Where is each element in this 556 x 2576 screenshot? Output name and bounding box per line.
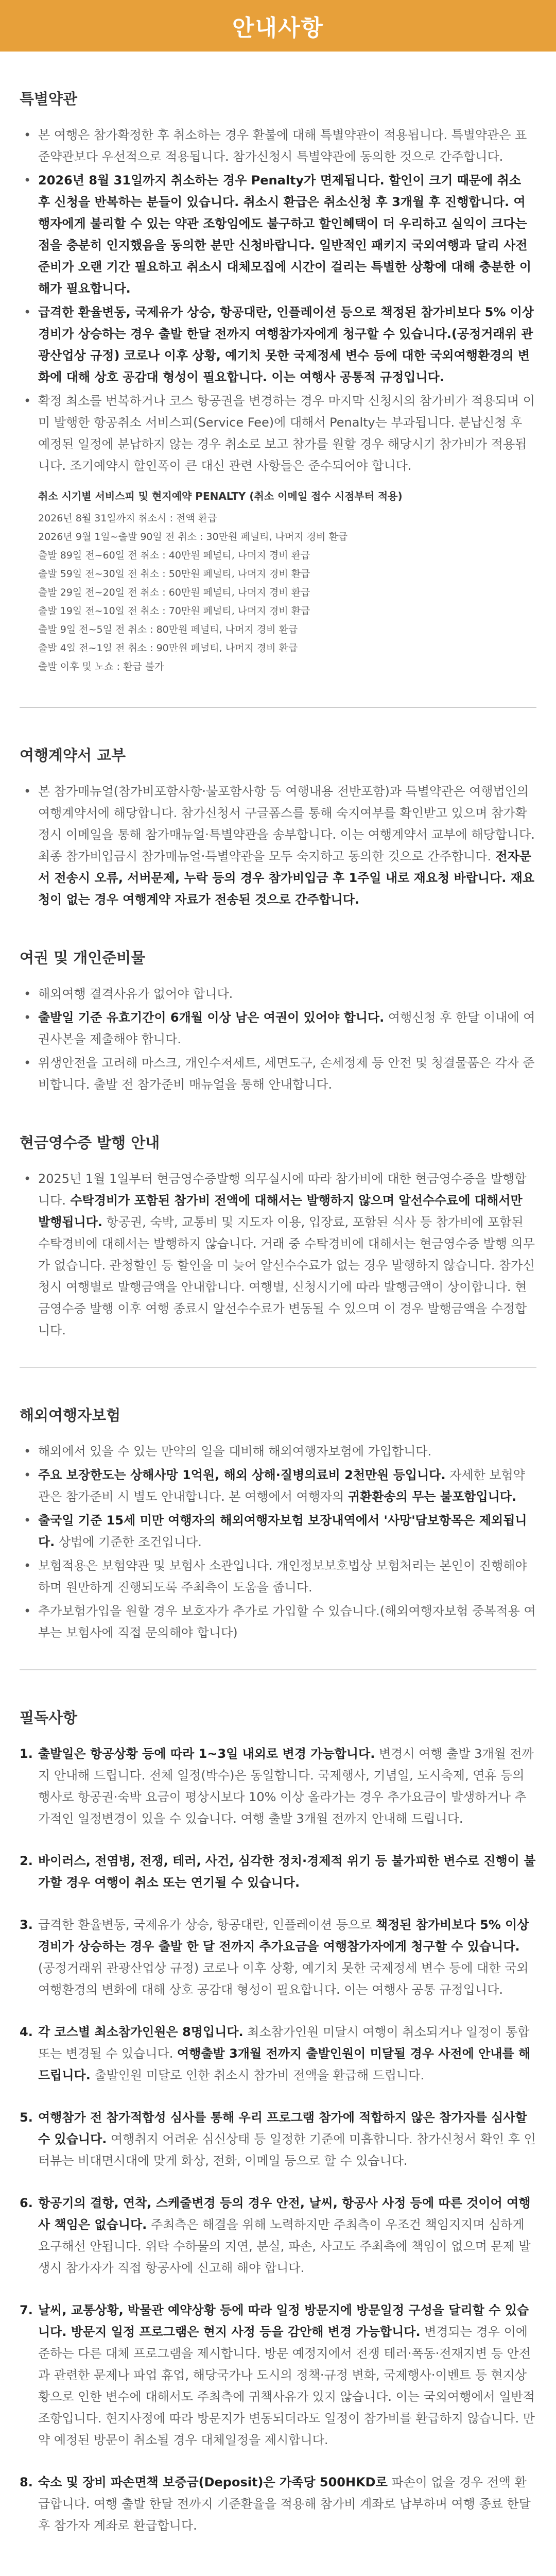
section-title-must-read: 필독사항 (20, 1709, 78, 1726)
special-terms-list (20, 124, 536, 477)
numbered-item (20, 2471, 536, 2536)
emphasis-text: 출발일 기준 유효기간이 6개월 이상 남은 여권이 있어야 합니다. (38, 1010, 385, 1025)
body-text: 2025년 1월 1일부터 현금영수증발행 의무실시에 따라 참가비에 대한 현금영수증을 발행합니다. (38, 1172, 527, 1208)
penalty-title: 취소 시기별 서비스피 및 현지예약 PENALTY (취소 이메일 접수 시점부터 적용) (38, 490, 403, 502)
body-text: 상법에 기준한 조건입니다. (55, 1535, 202, 1549)
passport-section (20, 946, 536, 1095)
body-text: 파손이 없을 경우 전액 환급합니다. 여행 출발 한달 전까지 기준환율을 적용해 참가비 계좌로 납부하며 여행 종료 한달 후 참가자 계좌로 환급합니다. (38, 2475, 531, 2533)
body-text: 항공권, 숙박, 교통비 및 지도자 이용, 입장료, 포함된 식사 등 참가비에 포함된 수탁경비에 대해서는 발행하지 않습니다. 거래 중 수탁경비에 대해서는 현금영수증 발행 의무가 없습니다. 관청할인 등 할인을 미 늦어 알선수수료가 없는 경우 발행하지 않습니다. 참가신청시 여행별로 발행금액을 안내합니다. 여행별, 신청시기에 따라 발행금액이 상이합니다. 현금영수증 발행 이후 여행 종료시 알선수수료가 변동될 수 있으며 이 경우 발행금액을 수정합니다. (38, 1215, 535, 1337)
body-text: 급격한 환율변동, 국제유가 상승, 항공대란, 인플레이션 등으로 (38, 1918, 376, 1932)
penalty-line: 출발 89일 전~60일 전 취소 : 40만원 페널티, 나머지 경비 환급 (38, 550, 310, 561)
body-text: (공정거래위 관광산업상 규정) 코로나 이후 상황, 예기치 못한 국제정세 변수 등에 대한 국외여행환경의 변화에 대해 상호 공감대 형성이 필요합니다. 이는 여행사 공통 규정입니다. (38, 1961, 529, 1997)
item-number: 6. (20, 2196, 33, 2210)
special-terms-section (20, 88, 536, 676)
insurance-list (20, 1440, 536, 1643)
list-item (20, 301, 536, 388)
emphasis-text: 2026년 8월 31일까지 취소하는 경우 Penalty가 면제됩니다. 할인이 크기 때문에 취소 후 신청을 반복하는 분들이 있습니다. 취소시 환급은 취소신청 후 3개월 후 진행합니다. (38, 173, 522, 209)
emphasis-text: 귀환환송의 무는 불포함입니다. (348, 1489, 517, 1504)
item-number: 1. (20, 1747, 33, 1761)
section-title-special-terms: 특별약관 (20, 90, 78, 108)
penalty-line: 출발 이후 및 노쇼 : 환급 불가 (38, 661, 164, 672)
numbered-item (20, 1743, 536, 1829)
emphasis-text: 숙소 및 장비 파손면책 보증금(Deposit)은 가족당 500HKD로 (38, 2475, 388, 2489)
list-item (20, 1007, 536, 1050)
notice-banner (0, 0, 556, 52)
penalty-line: 2026년 9월 1일~출발 90일 전 취소 : 30만원 페널티, 나머지 경비 환급 (38, 531, 348, 543)
numbered-item (20, 2192, 536, 2279)
penalty-line: 2026년 8월 31일까지 취소시 : 전액 환급 (38, 513, 217, 524)
body-text: 여행취지 어려운 심신상태 등 일정한 기준에 미흡합니다. 참가신청서 확인 후 인터뷰는 비대면시대에 맞게 화상, 전화, 이메일 등으로 할 수 있습니다. (38, 2132, 536, 2168)
penalty-lines (38, 509, 536, 676)
body-text: 해외여행 결격사유가 없어야 합니다. (38, 987, 233, 1001)
list-item (20, 1464, 536, 1507)
body-text: 확정 최소를 번복하거나 코스 항공권을 변경하는 경우 마지막 신청시의 참가비가 적용되며 이미 발행한 항공취소 서비스피(Service Fee)에 대해서 Penalty는 부과됩니다. 분납신청 후 예정된 일정에 분납하지 않는 경우 취소로 보고 참가를 원할 경우 해당시기 참가비가 적용됩니다. 조기예약시 할인폭이 큰 대신 관련 사항들은 준수되어야 합니다. (38, 394, 535, 473)
body-text: 주최측은 해결을 위해 노력하지만 주최측이 우조건 책임지지며 심하게 요구해선 안됩니다. 위탁 수하물의 지연, 분실, 파손, 사고도 주최측에 책임이 없으며 문제 발생시 참가자가 직접 항공사에 신고해 해야 합니다. (38, 2217, 531, 2275)
list-item (20, 781, 536, 910)
body-text: 변경시 여행 출발 3개월 전까지 안내해 드립니다. 전체 일정(박수)은 동일합니다. 국제행사, 기념일, 도시축제, 연휴 등의 행사로 항공권·숙박 요금이 평상시보다 10% 이상 올라가는 경우 추가요금이 발생하거나 추가적인 일정변경이 있을 수 있습니다. 여행 출발 3개월 전까지 안내해 드립니다. (38, 1747, 534, 1826)
emphasis-text: 출국일 기준 15세 미만 여행자의 해외여행자보험 보장내역에서 '사망'담보항목은 제외됩니다. (38, 1513, 527, 1549)
item-number: 5. (20, 2110, 33, 2125)
emphasis-text: 급격한 환율변동, 국제유가 상승, 항공대란, 인플레이션 등으로 책정된 참가비보다 5% 이상 경비가 상승하는 경우 출발 한달 전까지 여행참가자에게 청구할 수 있습니다. (38, 305, 534, 341)
penalty-line: 출발 19일 전~10일 전 취소 : 70만원 페널티, 나머지 경비 환급 (38, 605, 310, 617)
banner-title: 안내사항 (232, 15, 324, 41)
penalty-schedule (38, 488, 536, 676)
numbered-item (20, 1914, 536, 2001)
penalty-line: 출발 29일 전~20일 전 취소 : 60만원 페널티, 나머지 경비 환급 (38, 587, 310, 598)
list-item (20, 1440, 536, 1462)
emphasis-text: 날씨, 교통상황, 박물관 예약상황 등에 따라 일정 방문지에 방문일정 구성을 달리할 수 있습니다. 방문지 일정 프로그램은 현지 사정 등을 감안해 변경 가능합니다. (38, 2303, 529, 2339)
emphasis-text: 출발일은 항공상황 등에 따라 1~3일 내외로 변경 가능합니다. (38, 1747, 375, 1761)
emphasis-text: (공정거래위 관광산업상 규정) 코로나 이후 상황, 예기치 못한 국제정세 변수 등에 대한 국외여행환경의 변화에 대해 상호 공감대 형성이 필요합니다. 이는 여행사 공통적 규정입니다. (38, 327, 533, 384)
section-divider (20, 707, 536, 708)
penalty-line: 출발 9일 전~5일 전 취소 : 80만원 페널티, 나머지 경비 환급 (38, 624, 298, 635)
receipt-section (20, 1131, 536, 1341)
emphasis-text: 항공기의 결항, 연착, 스케줄변경 등의 경우 안전, 날씨, 항공사 사정 등에 따른 것이어 여행사 책임은 없습니다. (38, 2196, 531, 2232)
receipt-list (20, 1168, 536, 1341)
section-title-insurance: 해외여행자보험 (20, 1406, 121, 1424)
section-title-receipt: 현금영수증 발행 안내 (20, 1134, 160, 1151)
numbered-item (20, 2021, 536, 2086)
body-text: 변경되는 경우 이에 준하는 다른 대체 프로그램을 제시합니다. 방문 예정지에서 전쟁 테러·폭동·전재지변 등 안전과 관련한 문제나 파업 휴업, 해당국가나 도시의 정책·규정 변화, 국제행사·이벤트 등 현지상황으로 인한 변수에 대해서도 주최측에 귀책사유가 있지 않습니다. 이는 국외여행에서 일반적 조항입니다. 현지사정에 따라 방문지가 변동되더라도 일정이 참가비를 환급하지 않습니다. 만약 예정된 방문이 취소될 경우 대체일정을 제시합니다. (38, 2325, 535, 2447)
emphasis-text: 여행참가 전 참가적합성 심사를 통해 우리 프로그램 참가에 적합하지 않은 참가자를 심사할 수 있습니다. (38, 2110, 527, 2146)
emphasis-text: 수탁경비가 포함된 참가비 전액에 대해서는 발행하지 않으며 알선수수료에 대해서만 발행됩니다. (38, 1193, 523, 1229)
emphasis-text: 전자문서 전송시 오류, 서버문제, 누락 등의 경우 참가비입금 후 1주일 내로 재요청 바랍니다. 재요청이 없는 경우 여행계약 자료가 전송된 것으로 간주합니다. (38, 849, 535, 907)
list-item (20, 1168, 536, 1341)
section-title-passport: 여권 및 개인준비물 (20, 949, 146, 967)
emphasis-text: 바이러스, 전염병, 전쟁, 테러, 사건, 심각한 정치·경제적 위기 등 불가피한 변수로 진행이 불가할 경우 여행이 취소 또는 연기될 수 있습니다. (38, 1854, 536, 1890)
list-item (20, 1510, 536, 1553)
item-number: 3. (20, 1918, 33, 1932)
list-item (20, 390, 536, 477)
numbered-item (20, 2299, 536, 2451)
section-title-contract: 여행계약서 교부 (20, 747, 126, 764)
insurance-section (20, 1404, 536, 1643)
list-item (20, 1555, 536, 1598)
list-item (20, 1052, 536, 1095)
must-read-section (20, 1706, 536, 2536)
emphasis-text: 각 코스별 최소참가인원은 8명입니다. (38, 2025, 244, 2039)
must-read-list (20, 1743, 536, 2536)
list-item (20, 124, 536, 167)
emphasis-text: 책정된 참가비보다 5% 이상 경비가 상승하는 경우 출발 한 달 전까지 추가요금을 여행참가자에게 청구할 수 있습니다. (38, 1918, 529, 1954)
body-text: 보험적용은 보험약관 및 보험사 소관입니다. 개인정보보호법상 보험처리는 본인이 진행해야 하며 원만하게 진행되도록 주최측이 도움을 줍니다. (38, 1558, 527, 1595)
item-number: 2. (20, 1854, 33, 1868)
contract-section (20, 744, 536, 910)
body-text: 위생안전을 고려해 마스크, 개인수저세트, 세면도구, 손세정제 등 안전 및 청결물품은 각자 준비합니다. 출발 전 참가준비 매뉴얼을 통해 안내합니다. (38, 1056, 535, 1092)
section-divider (20, 1669, 536, 1670)
item-number: 8. (20, 2475, 33, 2489)
numbered-item (20, 1850, 536, 1893)
body-text: 여행신청 후 한달 이내에 여권사본을 제출해야 합니다. (38, 1010, 535, 1046)
penalty-line: 출발 59일 전~30일 전 취소 : 50만원 페널티, 나머지 경비 환급 (38, 568, 310, 580)
list-item (20, 983, 536, 1005)
emphasis-text: 여행자에게 불리할 수 있는 약관 조항임에도 불구하고 할인혜택이 더 우리하고 실익이 크다는 점을 충분히 인지했음을 동의한 분만 신청바랍니다. 일반적인 패키지 국외여행과 달리 사전 준비가 오랜 기간 필요하고 취소시 대체모집에 시간이 걸리는 특별한 상황에 대해 충분한 이해가 필요합니다. (38, 195, 532, 296)
body-text: 최소참가인원 미달시 여행이 취소되거나 일정이 통합 또는 변경될 수 있습니다. (38, 2025, 530, 2061)
section-divider (20, 1367, 536, 1368)
contract-list (20, 781, 536, 910)
body-text: 출발인원 미달로 인한 취소시 참가비 전액을 환급해 드립니다. (90, 2068, 425, 2082)
body-text: 본 참가매뉴얼(참가비포함사항·불포함사항 등 여행내용 전반포함)과 특별약관은 여행법인의 여행계약서에 해당합니다. 참가신청서 구글폼스를 통해 숙지여부를 확인받고 있으며 참가확정시 이메일을 통해 참가매뉴얼·특별약관을 송부합니다. 이는 여행계약서 교부에 해당합니다. 최종 참가비입금시 참가매뉴얼·특별약관을 모두 숙지하고 동의한 것으로 간주합니다. (38, 784, 535, 863)
numbered-item (20, 2107, 536, 2172)
list-item (20, 170, 536, 299)
body-text: 추가보험가입을 원할 경우 보호자가 추가로 가입할 수 있습니다.(해외여행자보험 중복적용 여부는 보험사에 직접 문의해야 합니다) (38, 1604, 536, 1640)
body-text: 본 여행은 참가확정한 후 취소하는 경우 환불에 대해 특별약관이 적용됩니다. 특별약관은 표준약관보다 우선적으로 적용됩니다. 참가신청시 특별약관에 동의한 것으로 간주합니다. (38, 128, 527, 164)
list-item (20, 1600, 536, 1643)
passport-list (20, 983, 536, 1095)
item-number: 4. (20, 2025, 33, 2039)
emphasis-text: 여행출발 3개월 전까지 출발인원이 미달될 경우 사전에 안내를 해드립니다. (38, 2046, 531, 2082)
body-text: 자세한 보험약관은 참가준비 시 별도 안내합니다. 본 여행에서 여행자의 (38, 1468, 525, 1504)
body-text: 해외에서 있을 수 있는 만약의 일을 대비해 해외여행자보험에 가입합니다. (38, 1444, 432, 1459)
emphasis-text: 주요 보장한도는 상해사망 1억원, 해외 상해·질병의료비 2천만원 등입니다. (38, 1468, 446, 1482)
item-number: 7. (20, 2303, 33, 2317)
penalty-line: 출발 4일 전~1일 전 취소 : 90만원 페널티, 나머지 경비 환급 (38, 642, 298, 654)
